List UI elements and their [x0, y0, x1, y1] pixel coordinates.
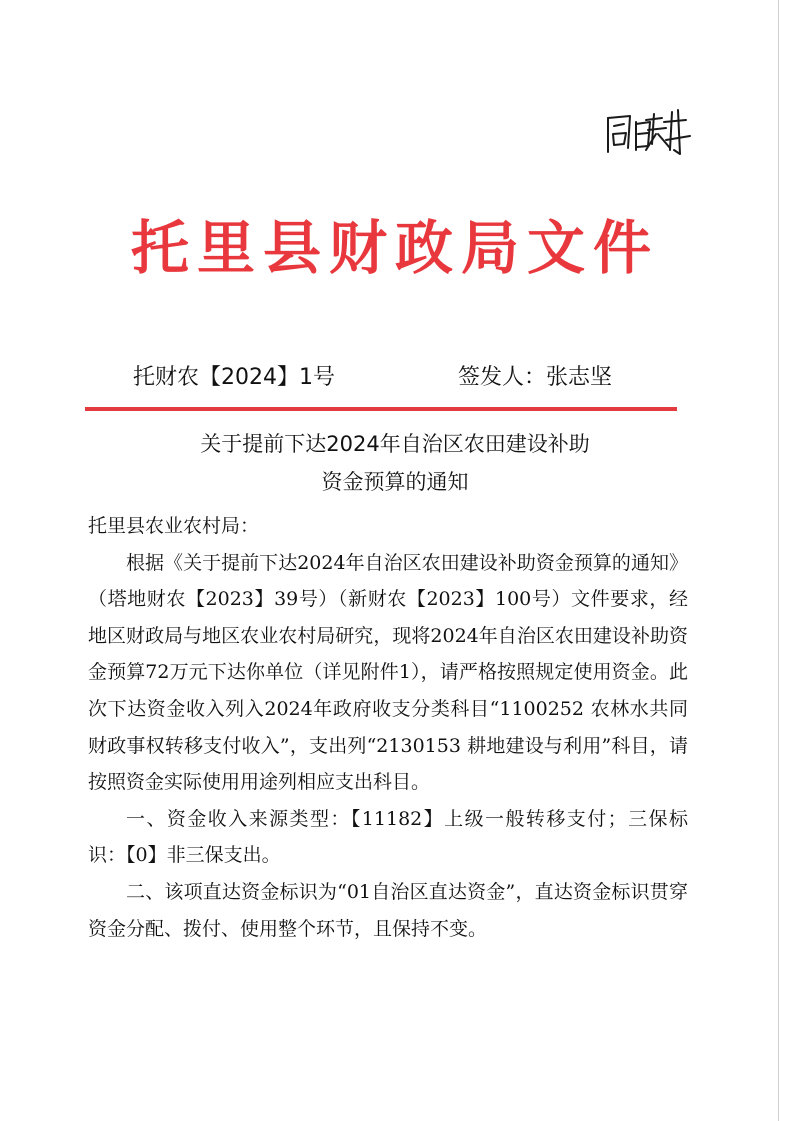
document-number: 托财农【2024】1号 [133, 365, 335, 390]
recipient-line: 托里县农业农村局： [88, 515, 260, 537]
body-paragraph-1: 根据《关于提前下达2024年自治区农田建设补助资金预算的通知》（塔地财农【2023】39号）（新财农【2023】100号）文件要求，经地区财政局与地区农业农村局研究，现将2024年自治区农田建设补助资金预算72万元下达你单位（详见附件1），请严格按照规定使用资金。此次下达资金收入列入2024年政府收支分类科目“1100252 农林水共同财政事权转移支付收入”，支出列“2130153 耕地建设与利用”科目，请按照资金实际使用用途列相应支出科目。 [88, 551, 688, 794]
document-body [88, 508, 688, 947]
document-header-title: 托里县财政局文件 [130, 214, 659, 282]
body-paragraph-2: 一、资金收入来源类型：【11182】上级一般转移支付；三保标识：【0】非三保支出。 [88, 807, 688, 867]
body-paragraph-3: 二、该项直达资金标识为“01自治区直达资金”，直达资金标识贯穿资金分配、拨付、使用整个环节，且保持不变。 [88, 880, 688, 940]
red-divider-rule [85, 407, 677, 411]
handwritten-signature [600, 100, 700, 170]
notice-title-line-2: 资金预算的通知 [321, 470, 469, 494]
issuer-signer: 签发人：张志坚 [458, 365, 613, 390]
scan-edge-line [778, 0, 779, 1121]
notice-title [90, 425, 700, 501]
notice-title-line-1: 关于提前下达2024年自治区农田建设补助 [200, 432, 590, 456]
